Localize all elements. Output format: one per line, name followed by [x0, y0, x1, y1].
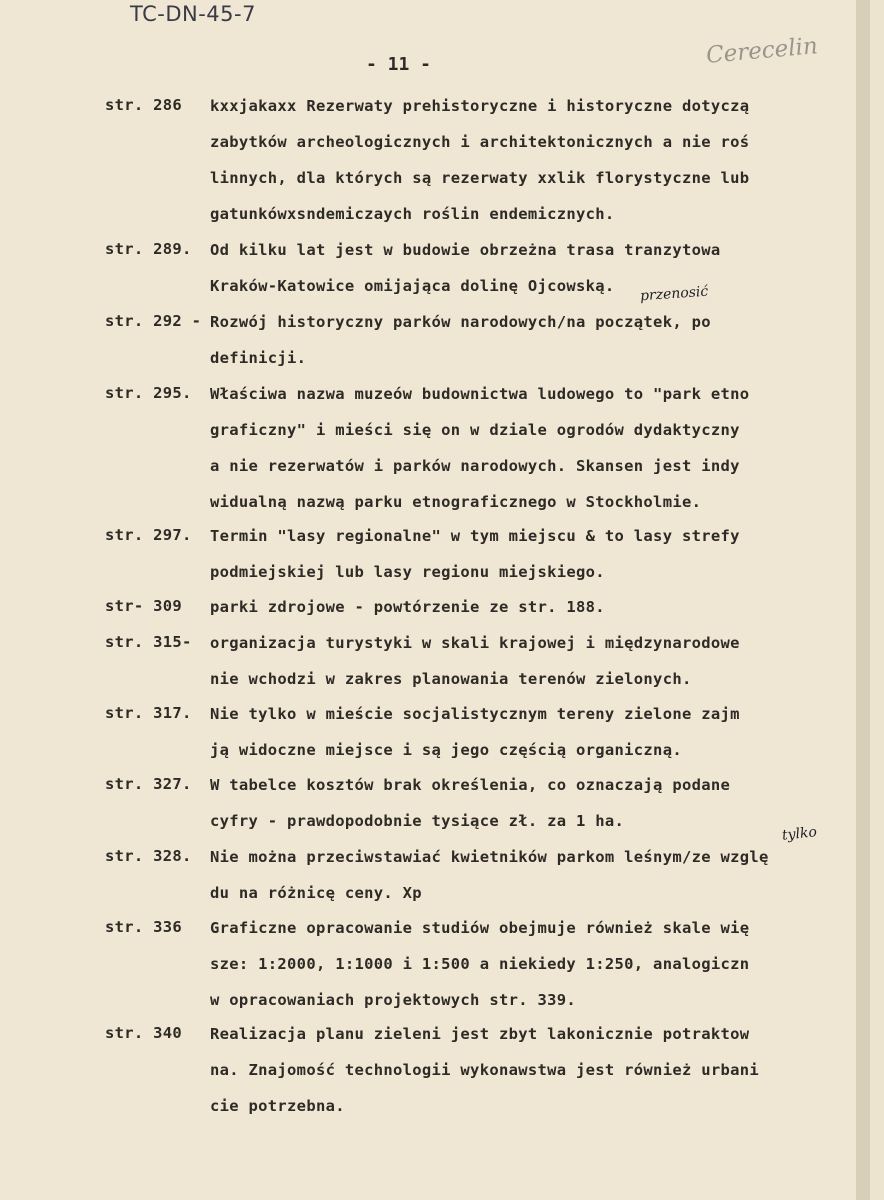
entry-line: graficzny" i mieści się on w dziale ogrodów dydaktyczny	[210, 421, 740, 439]
entry-line: podmiejskiej lub lasy regionu miejskiego.	[210, 563, 605, 581]
entry-line: widualną nazwą parku etnograficznego w Stockholmie.	[210, 493, 702, 511]
entry-line: Właściwa nazwa muzeów budownictwa ludowego to "park etno	[210, 385, 750, 403]
entry-line: W tabelce kosztów brak określenia, co oznaczają podane	[210, 776, 731, 794]
page-reference: str. 336	[105, 918, 183, 936]
page-reference: str. 292 -	[105, 312, 202, 330]
archival-code: TC-DN-45-7	[130, 2, 256, 26]
page-reference: str. 317.	[105, 704, 192, 722]
entry-line: w opracowaniach projektowych str. 339.	[210, 991, 577, 1009]
entry-line: nie wchodzi w zakres planowania terenów zielonych.	[210, 670, 692, 688]
page-reference: str. 327.	[105, 775, 192, 793]
handwritten-note-przenosic: przenosić	[639, 283, 709, 305]
entry-line: Realizacja planu zieleni jest zbyt lakonicznie potraktow	[210, 1025, 750, 1043]
entry-line: linnych, dla których są rezerwaty xxlik florystyczne lub	[210, 169, 750, 187]
entry-line: na. Znajomość technologii wykonawstwa jest również urbani	[210, 1061, 760, 1079]
page-reference: str. 328.	[105, 847, 192, 865]
entry-line: du na różnicę ceny. Xp	[210, 884, 422, 902]
handwritten-signature: Cerecelin	[705, 33, 819, 69]
entry-line: sze: 1:2000, 1:1000 i 1:500 a niekiedy 1:250, analogiczn	[210, 955, 750, 973]
entry-line: a nie rezerwatów i parków narodowych. Skansen jest indy	[210, 457, 740, 475]
page-reference: str- 309	[105, 597, 183, 615]
entry-line: Od kilku lat jest w budowie obrzeżna trasa tranzytowa	[210, 241, 721, 259]
page-reference: str. 289.	[105, 240, 192, 258]
page-reference: str. 315-	[105, 633, 192, 651]
page-reference: str. 297.	[105, 526, 192, 544]
entry-line: cyfry - prawdopodobnie tysiące zł. za 1 ha.	[210, 812, 625, 830]
entry-line: Nie tylko w mieście socjalistycznym tereny zielone zajm	[210, 705, 740, 723]
entry-line: parki zdrojowe - powtórzenie ze str. 188.	[210, 598, 605, 616]
page-reference: str. 340	[105, 1024, 183, 1042]
entry-line: zabytków archeologicznych i architektonicznych a nie roś	[210, 133, 750, 151]
entry-line: organizacja turystyki w skali krajowej i międzynarodowe	[210, 634, 740, 652]
page-number: - 11 -	[366, 54, 432, 75]
entry-line: Graficzne opracowanie studiów obejmuje również skale wię	[210, 919, 750, 937]
entry-line: ją widoczne miejsce i są jego częścią organiczną.	[210, 741, 682, 759]
entry-line: Kraków-Katowice omijająca dolinę Ojcowską.	[210, 277, 615, 295]
entry-line: Termin "lasy regionalne" w tym miejscu & to lasy strefy	[210, 527, 740, 545]
handwritten-note-tylko: tylko	[781, 824, 818, 844]
entry-line: Rozwój historyczny parków narodowych/na początek, po	[210, 313, 711, 331]
page-reference: str. 286	[105, 96, 183, 114]
entry-line: cie potrzebna.	[210, 1097, 345, 1115]
entry-line: Nie można przeciwstawiać kwietników parkom leśnym/ze wzglę	[210, 848, 769, 866]
page-reference: str. 295.	[105, 384, 192, 402]
entry-line: kxxjakaxx Rezerwaty prehistoryczne i historyczne dotyczą	[210, 97, 750, 115]
entry-line: gatunkówxsndemiczaych roślin endemicznych.	[210, 205, 615, 223]
entry-line: definicji.	[210, 349, 307, 367]
